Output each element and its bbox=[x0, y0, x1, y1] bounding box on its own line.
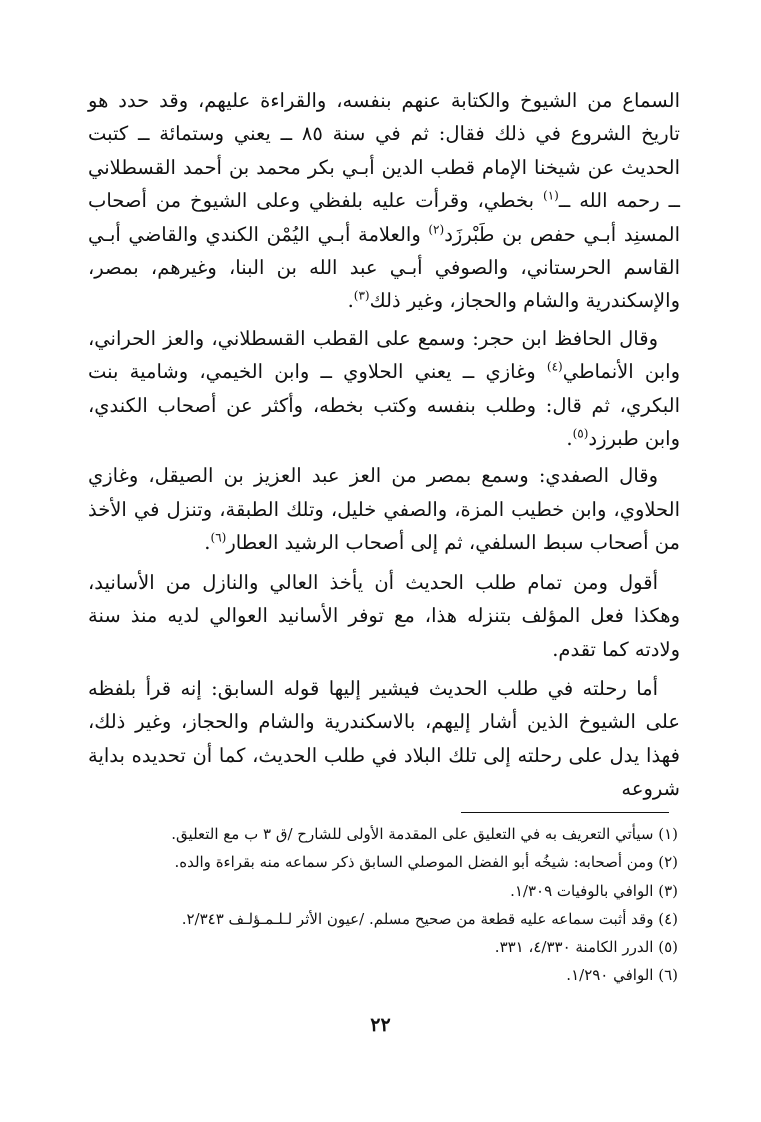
paragraph-text: وغازي ــ يعني الحلاوي ــ وابن الخيمي، وشامية بنت البكري، ثم قال: وطلب بنفسه وكتب بخطه، وأكثر عن أصحاب الكندي، وابن طبرزد bbox=[88, 360, 680, 451]
paragraph-text: . bbox=[347, 289, 354, 313]
paragraph-text: والعلامة أبـي اليُمْن الكندي والقاضي أبـي القاسم الحرستاني، والصوفي أبـي عبد الله بن البنا، وغيرهم، بمصر، والإسكندرية والشام والحجاز، وغير ذلك bbox=[88, 222, 680, 313]
paragraph-text: السماع من الشيوخ والكتابة عنهم بنفسه، والقراءة عليهم، وقد حدد هو تاريخ الشروع في ذلك فقال: ثم في سنة ٨٥ ــ يعني وستمائة ــ كتبت الحديث عن شيخنا الإمام قطب الدين أبـي بكر محمد بن أحمد القسطلاني ــ رحمه الله ــ bbox=[88, 89, 680, 213]
footnote-reference[interactable]: (٥) bbox=[572, 426, 589, 441]
footnote-reference[interactable]: (٣) bbox=[353, 288, 370, 303]
body-paragraph bbox=[88, 322, 680, 456]
body-paragraph bbox=[88, 459, 680, 559]
footnote-reference[interactable]: (٦) bbox=[210, 530, 227, 545]
paragraph-text: وقال الصفدي: وسمع بمصر من العز عبد العزيز بن الصيقل، وغازي الحلاوي، وابن خطيب المزة، والصفي خليل، وتلك الطبقة، وتنزل في الأخذ من أصحاب سبط السلفي، ثم إلى أصحاب الرشيد العطار bbox=[88, 464, 680, 555]
body-paragraph bbox=[88, 566, 680, 666]
paragraph-text: . bbox=[204, 531, 211, 555]
footnote-item: (٤) وقد أثبت سماعه عليه قطعة من صحيح مسلم. /عيون الأثر لـلـمـؤلـف ٢/٣٤٣. bbox=[181, 909, 678, 928]
paragraph-text: أما رحلته في طلب الحديث فيشير إليها قوله السابق: إنه قرأ بلفظه على الشيوخ الذين أشار إليهم، بالاسكندرية والشام والحجاز، وغير ذلك، فهذا يدل على رحلته إلى تلك البلاد في طلب الحديث، كما أن تحديده بداية شروعه bbox=[88, 676, 680, 801]
body-paragraph bbox=[88, 84, 680, 318]
footnotes-section bbox=[88, 820, 678, 990]
footnote-item: (٥) الدرر الكامنة ٤/٣٣٠، ٣٣١. bbox=[494, 938, 678, 957]
paragraph-text: بخطي، وقرأت عليه بلفظي وعلى الشيوخ من أصحاب المسنِد أبـي حفص بن طَبْرزَد bbox=[88, 189, 680, 246]
main-text-body bbox=[88, 84, 680, 810]
page-number: ٢٢ bbox=[370, 1014, 391, 1036]
paragraph-text: وقال الحافظ ابن حجر: وسمع على القطب القسطلاني، والعز الحراني، وابن الأنماطي bbox=[88, 326, 680, 384]
footnote-item: (٦) الوافي ١/٢٩٠. bbox=[566, 966, 678, 985]
footnote-item: (١) سيأتي التعريف به في التعليق على المقدمة الأولى للشارح /ق ٣ ب مع التعليق. bbox=[171, 825, 678, 843]
footnote-reference[interactable]: (٤) bbox=[546, 359, 563, 374]
footnote-separator bbox=[461, 812, 669, 813]
body-paragraph bbox=[88, 672, 680, 806]
paragraph-text: أقول ومن تمام طلب الحديث أن يأخذ العالي والنازل من الأسانيد، وهكذا فعل المؤلف بتنزله هذا، مع توفر الأسانيد العوالي لديه منذ سنة ولادته كما تقدم. bbox=[88, 570, 680, 661]
footnote-reference[interactable]: (٢) bbox=[428, 222, 445, 237]
footnote-item: (٢) ومن أصحابه: شيخُه أبو الفضل الموصلي السابق ذكر سماعه منه بقراءة والده. bbox=[174, 853, 678, 872]
paragraph-text: . bbox=[566, 427, 573, 451]
footnote-reference[interactable]: (١) bbox=[543, 188, 559, 203]
footnote-item: (٣) الوافي بالوفيات ١/٣٠٩. bbox=[510, 881, 678, 900]
